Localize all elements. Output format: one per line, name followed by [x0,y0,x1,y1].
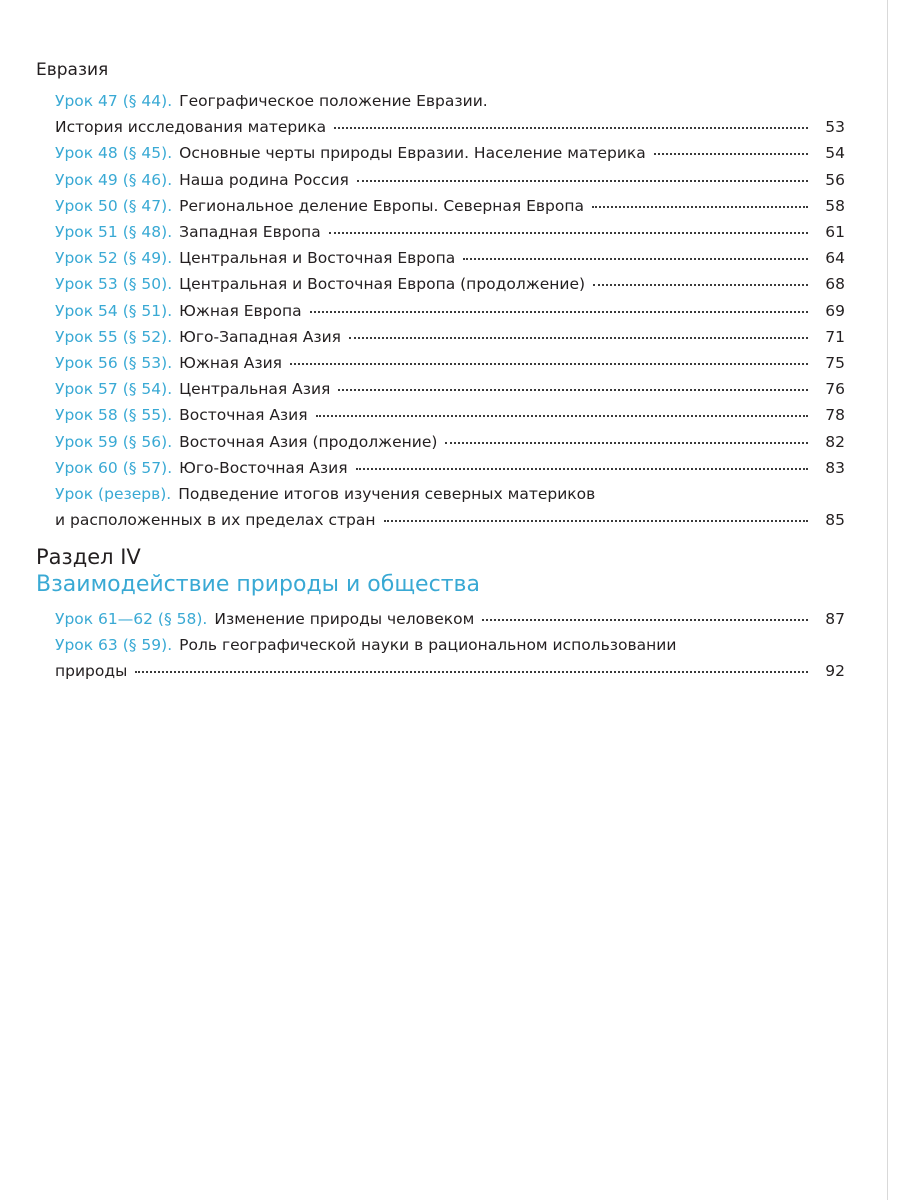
eurasia-lesson-list [55,88,845,533]
lesson-title: Южная Европа [179,301,302,320]
lesson-title: Роль географической науки в рациональном использовании [179,636,677,655]
lesson-title: Региональное деление Европы. Северная Европа [179,196,584,215]
dot-leader [290,363,808,365]
page-number: 53 [825,118,845,137]
dot-leader [482,619,808,621]
lesson-title: Подведение итогов изучения северных материков [178,485,596,504]
page-number: 68 [825,275,845,294]
page-number: 61 [825,223,845,242]
page-number: 58 [825,196,845,215]
section-number: Раздел IV [36,545,141,569]
dot-leader [463,258,808,260]
page-number: 71 [825,327,845,346]
lesson-title: Наша родина Россия [179,170,349,189]
lesson-number: Урок 61—62 (§ 58). [55,610,208,628]
toc-entry-lesson-51[interactable] [55,219,845,245]
toc-entry-lesson-55[interactable] [55,324,845,350]
page-number: 54 [825,144,845,163]
lesson-title: Восточная Азия [179,406,308,425]
section-heading [36,543,480,599]
page-number: 87 [825,610,845,628]
dot-leader [334,127,808,129]
lesson-number: Урок 52 (§ 49). [55,249,173,268]
lesson-title: Географическое положение Евразии. [179,92,488,110]
page-number: 78 [825,406,845,425]
toc-entry-lesson-47[interactable] [55,88,845,140]
lesson-title: Центральная Азия [179,380,331,399]
page-number: 85 [825,511,845,530]
lesson-number: Урок 58 (§ 55). [55,406,173,425]
lesson-number: Урок 49 (§ 46). [55,170,173,189]
lesson-number: Урок 53 (§ 50). [55,275,173,294]
toc-entry-lesson-48[interactable] [55,140,845,166]
dot-leader [357,180,808,182]
section4-lesson-list [55,606,845,685]
lesson-number: Урок 50 (§ 47). [55,196,173,215]
page-number: 75 [825,354,845,373]
lesson-title: Изменение природы человеком [214,610,475,628]
toc-entry-lesson-59[interactable] [55,429,845,455]
lesson-number: Урок 48 (§ 45). [55,144,173,163]
lesson-title: Центральная и Восточная Европа (продолжение) [179,275,586,294]
lesson-title-continued: История исследования материка [55,118,327,137]
page-number: 82 [825,432,845,451]
toc-entry-lesson-54[interactable] [55,298,845,324]
lesson-title: Центральная и Восточная Европа [179,249,456,268]
dot-leader [338,389,808,391]
lesson-title: Западная Европа [179,223,321,242]
dot-leader [384,520,809,522]
page-number: 83 [825,458,845,477]
dot-leader [593,284,808,286]
toc-entry-lesson-63[interactable] [55,632,845,684]
dot-leader [310,311,808,313]
page-number: 56 [825,170,845,189]
lesson-number: Урок 63 (§ 59). [55,636,173,655]
dot-leader [356,468,808,470]
lesson-number: Урок 57 (§ 54). [55,380,173,399]
dot-leader [135,671,808,673]
toc-entry-lesson-52[interactable] [55,245,845,271]
page-number: 92 [825,662,845,681]
lesson-title: Основные черты природы Евразии. Население материка [179,144,646,163]
lesson-number: Урок 47 (§ 44). [55,92,173,110]
lesson-number: Урок 54 (§ 51). [55,301,173,320]
toc-entry-lesson-58[interactable] [55,402,845,428]
lesson-number: Урок 51 (§ 48). [55,223,173,242]
toc-entry-lesson-57[interactable] [55,376,845,402]
lesson-number: Урок (резерв). [55,485,172,504]
lesson-number: Урок 55 (§ 52). [55,327,173,346]
region-title: Евразия [36,60,109,80]
lesson-title-continued: природы [55,662,128,681]
dot-leader [329,232,808,234]
section-title: Взаимодействие природы и общества [36,572,480,597]
lesson-number: Урок 56 (§ 53). [55,354,173,373]
page-number: 76 [825,380,845,399]
page-number: 64 [825,249,845,268]
dot-leader [654,153,808,155]
lesson-title: Юго-Восточная Азия [179,458,348,477]
lesson-title: Южная Азия [179,354,282,373]
dot-leader [445,442,808,444]
toc-entry-lesson-60[interactable] [55,455,845,481]
toc-entry-lesson-61-62[interactable] [55,606,845,632]
toc-entry-lesson-53[interactable] [55,271,845,297]
dot-leader [592,206,808,208]
toc-entry-lesson-reserve[interactable] [55,481,845,533]
lesson-title-continued: и расположенных в их пределах стран [55,511,376,530]
lesson-title: Юго-Западная Азия [179,327,342,346]
toc-entry-lesson-49[interactable] [55,167,845,193]
lesson-number: Урок 59 (§ 56). [55,432,173,451]
page-number: 69 [825,301,845,320]
toc-entry-lesson-50[interactable] [55,193,845,219]
dot-leader [349,337,808,339]
dot-leader [316,415,808,417]
lesson-number: Урок 60 (§ 57). [55,458,173,477]
page-edge-line [887,0,888,1200]
toc-entry-lesson-56[interactable] [55,350,845,376]
lesson-title: Восточная Азия (продолжение) [179,432,438,451]
